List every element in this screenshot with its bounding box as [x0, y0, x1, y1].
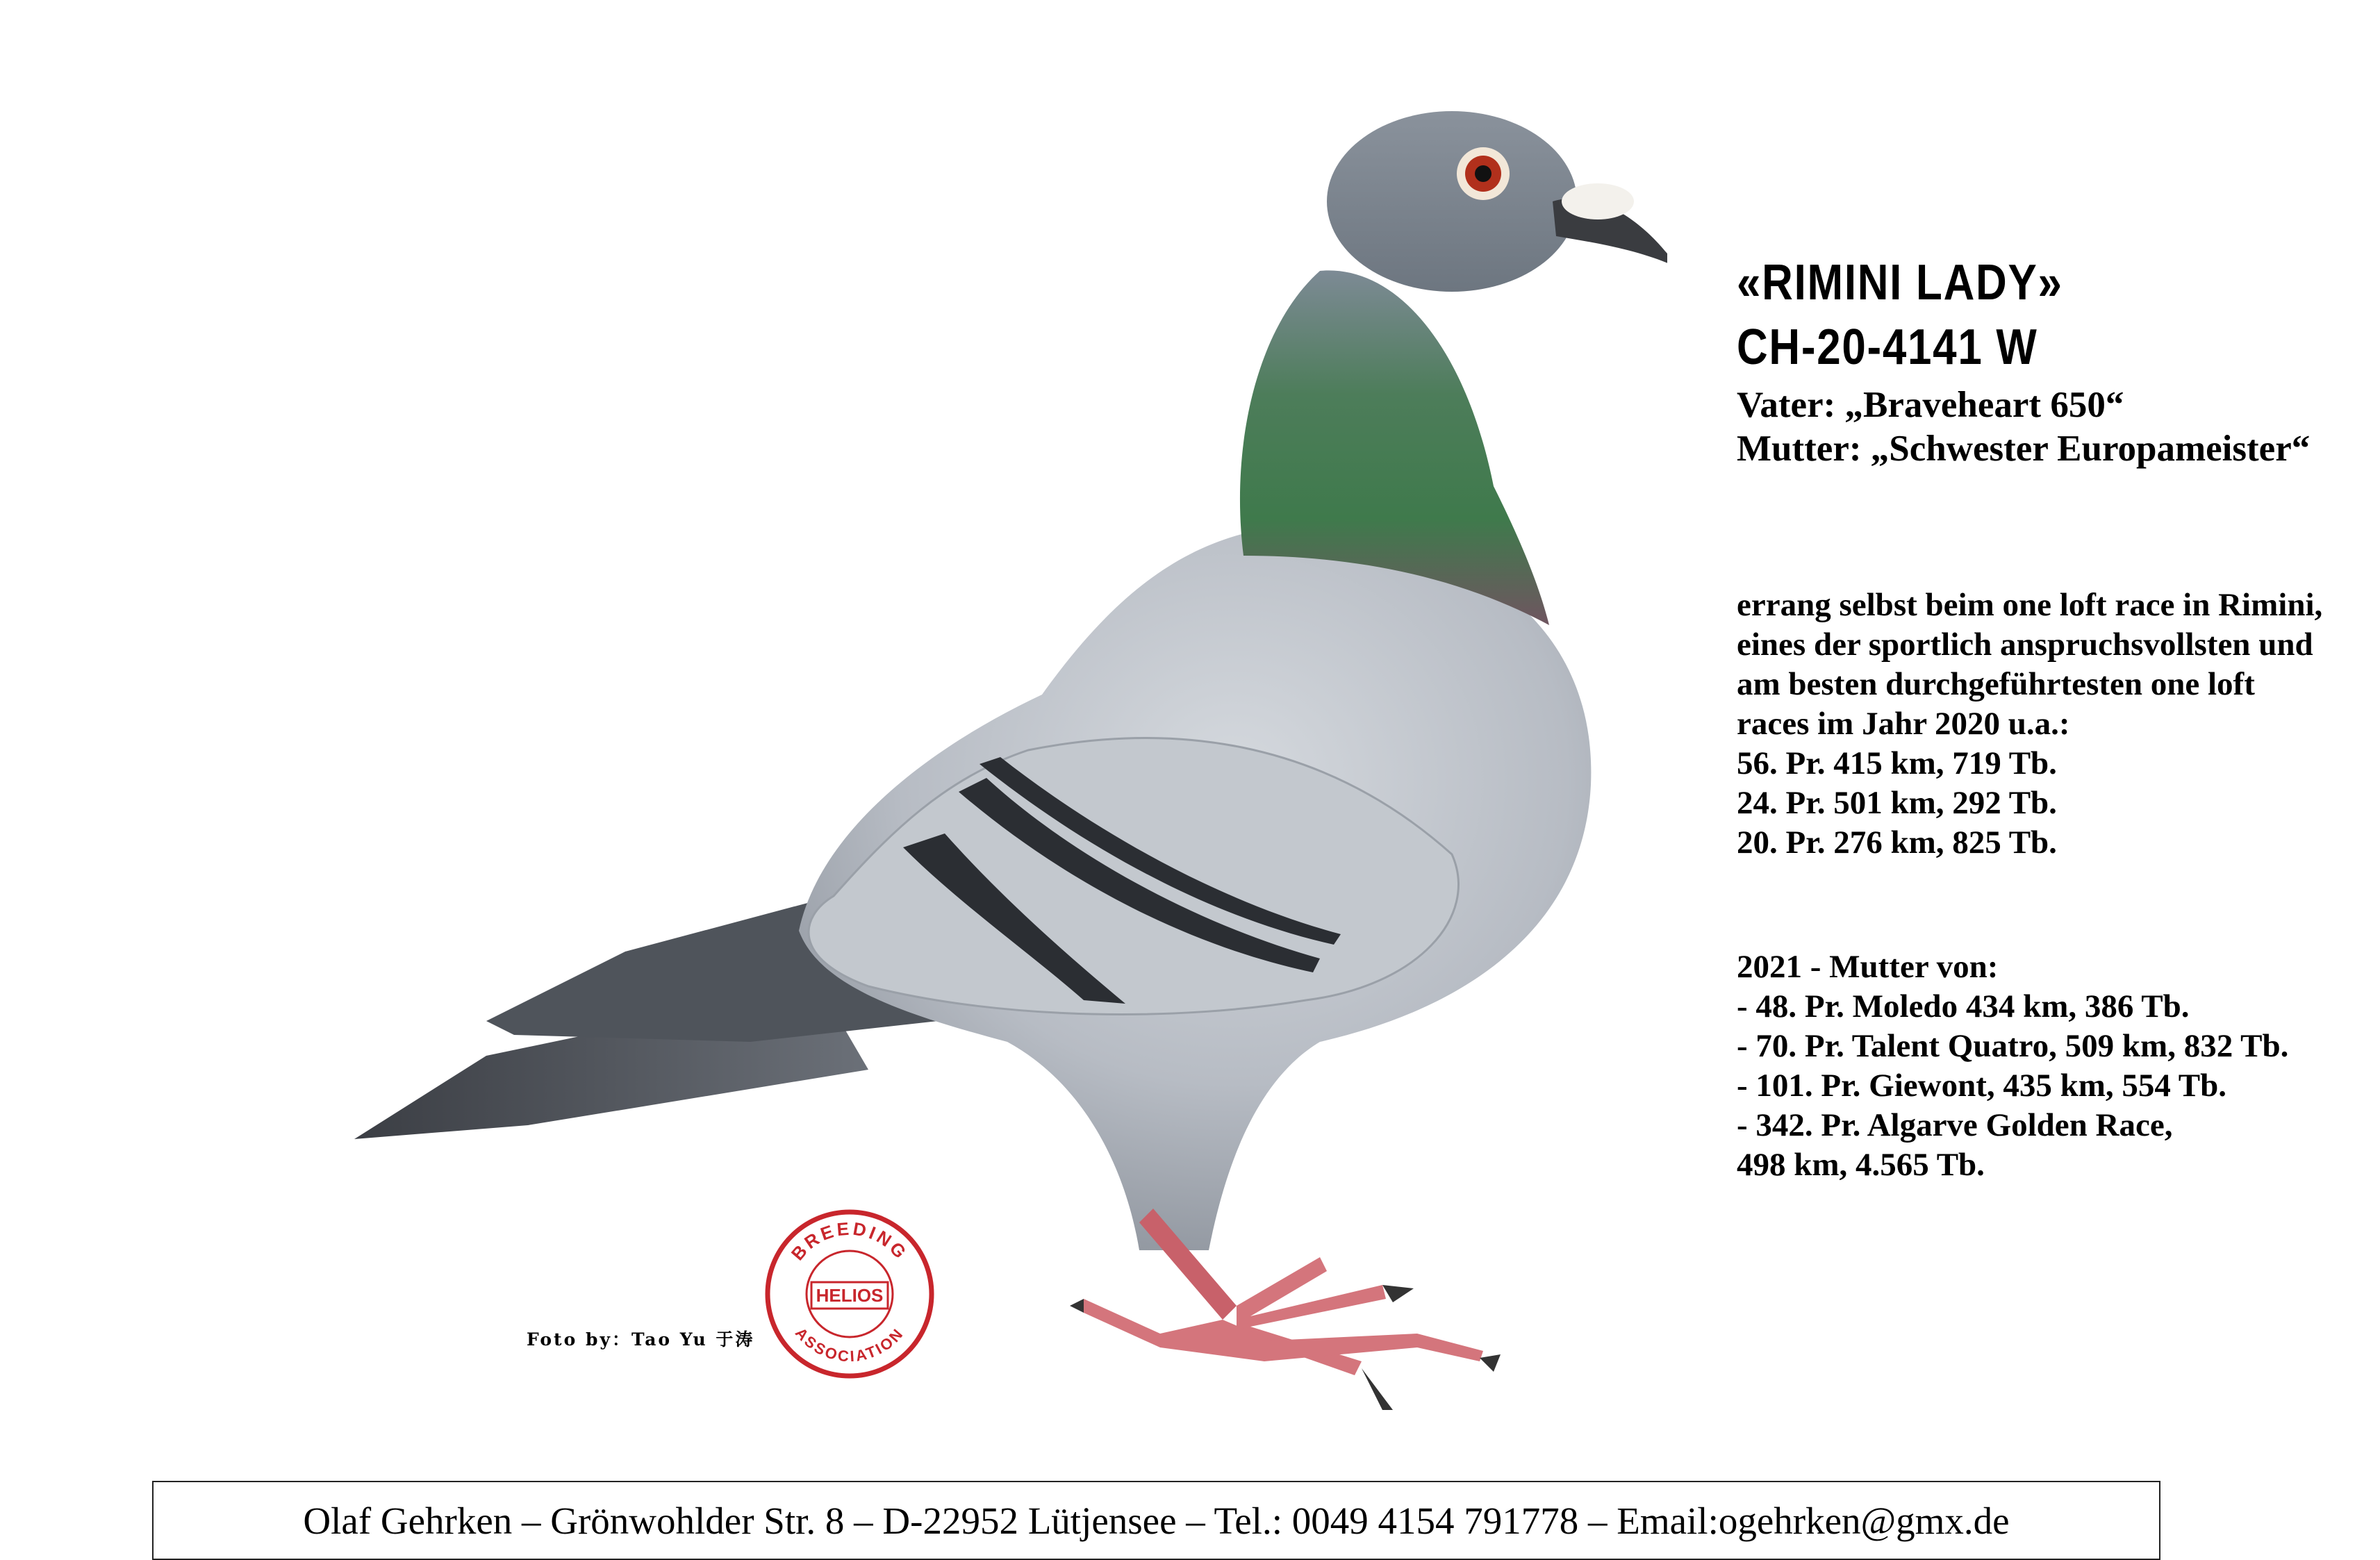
offspring-results	[1737, 947, 2288, 1185]
offspring-line: - 342. Pr. Algarve Golden Race,	[1737, 1107, 2173, 1143]
contact-footer	[152, 1481, 2160, 1560]
contact-text: Olaf Gehrken – Grönwohlder Str. 8 – D-22952 Lütjensee – Tel.: 0049 4154 791778 – Email:ogehrken@gmx.de	[303, 1499, 2010, 1542]
pigeon-head	[1327, 111, 1577, 292]
race-result-line: 56. Pr. 415 km, 719 Tb.	[1737, 745, 2057, 781]
ring-number: CH-20-4141 W	[1737, 320, 2038, 375]
offspring-line: 498 km, 4.565 Tb.	[1737, 1147, 1985, 1183]
pigeon-name: «RIMINI LADY»	[1737, 255, 2063, 310]
svg-text:ASSOCIATION	[792, 1324, 907, 1365]
father-line: Vater: „Braveheart 650“	[1737, 385, 2124, 425]
stamp-top-text: BREEDING	[786, 1218, 913, 1265]
offspring-line: - 101. Pr. Giewont, 435 km, 554 Tb.	[1737, 1068, 2227, 1104]
race-result-line: 20. Pr. 276 km, 825 Tb.	[1737, 824, 2057, 861]
race-result-line: races im Jahr 2020 u.a.:	[1737, 706, 2070, 742]
mother-line: Mutter: „Schwester Europameister“	[1737, 429, 2311, 469]
stamp-bottom-text: ASSOCIATION	[791, 1324, 908, 1366]
race-results	[1737, 586, 2322, 863]
race-result-line: am besten durchgeführtesten one loft	[1737, 666, 2255, 702]
race-result-line: eines der sportlich anspruchsvollsten und	[1737, 627, 2313, 663]
offspring-line: 2021 - Mutter von:	[1737, 949, 1999, 985]
helios-stamp-logo	[763, 1207, 936, 1381]
race-result-line: 24. Pr. 501 km, 292 Tb.	[1737, 785, 2057, 821]
pigeon-cere	[1562, 183, 1634, 219]
stamp-center-text: HELIOS	[816, 1285, 884, 1306]
pigeon-foot-back	[1084, 1299, 1483, 1361]
photo-credit: Foto by：Tao Yu 于涛	[527, 1329, 755, 1350]
offspring-line: - 48. Pr. Moledo 434 km, 386 Tb.	[1737, 988, 2190, 1024]
offspring-line: - 70. Pr. Talent Quatro, 509 km, 832 Tb.	[1737, 1028, 2289, 1064]
race-result-line: errang selbst beim one loft race in Rimini,	[1737, 587, 2323, 623]
